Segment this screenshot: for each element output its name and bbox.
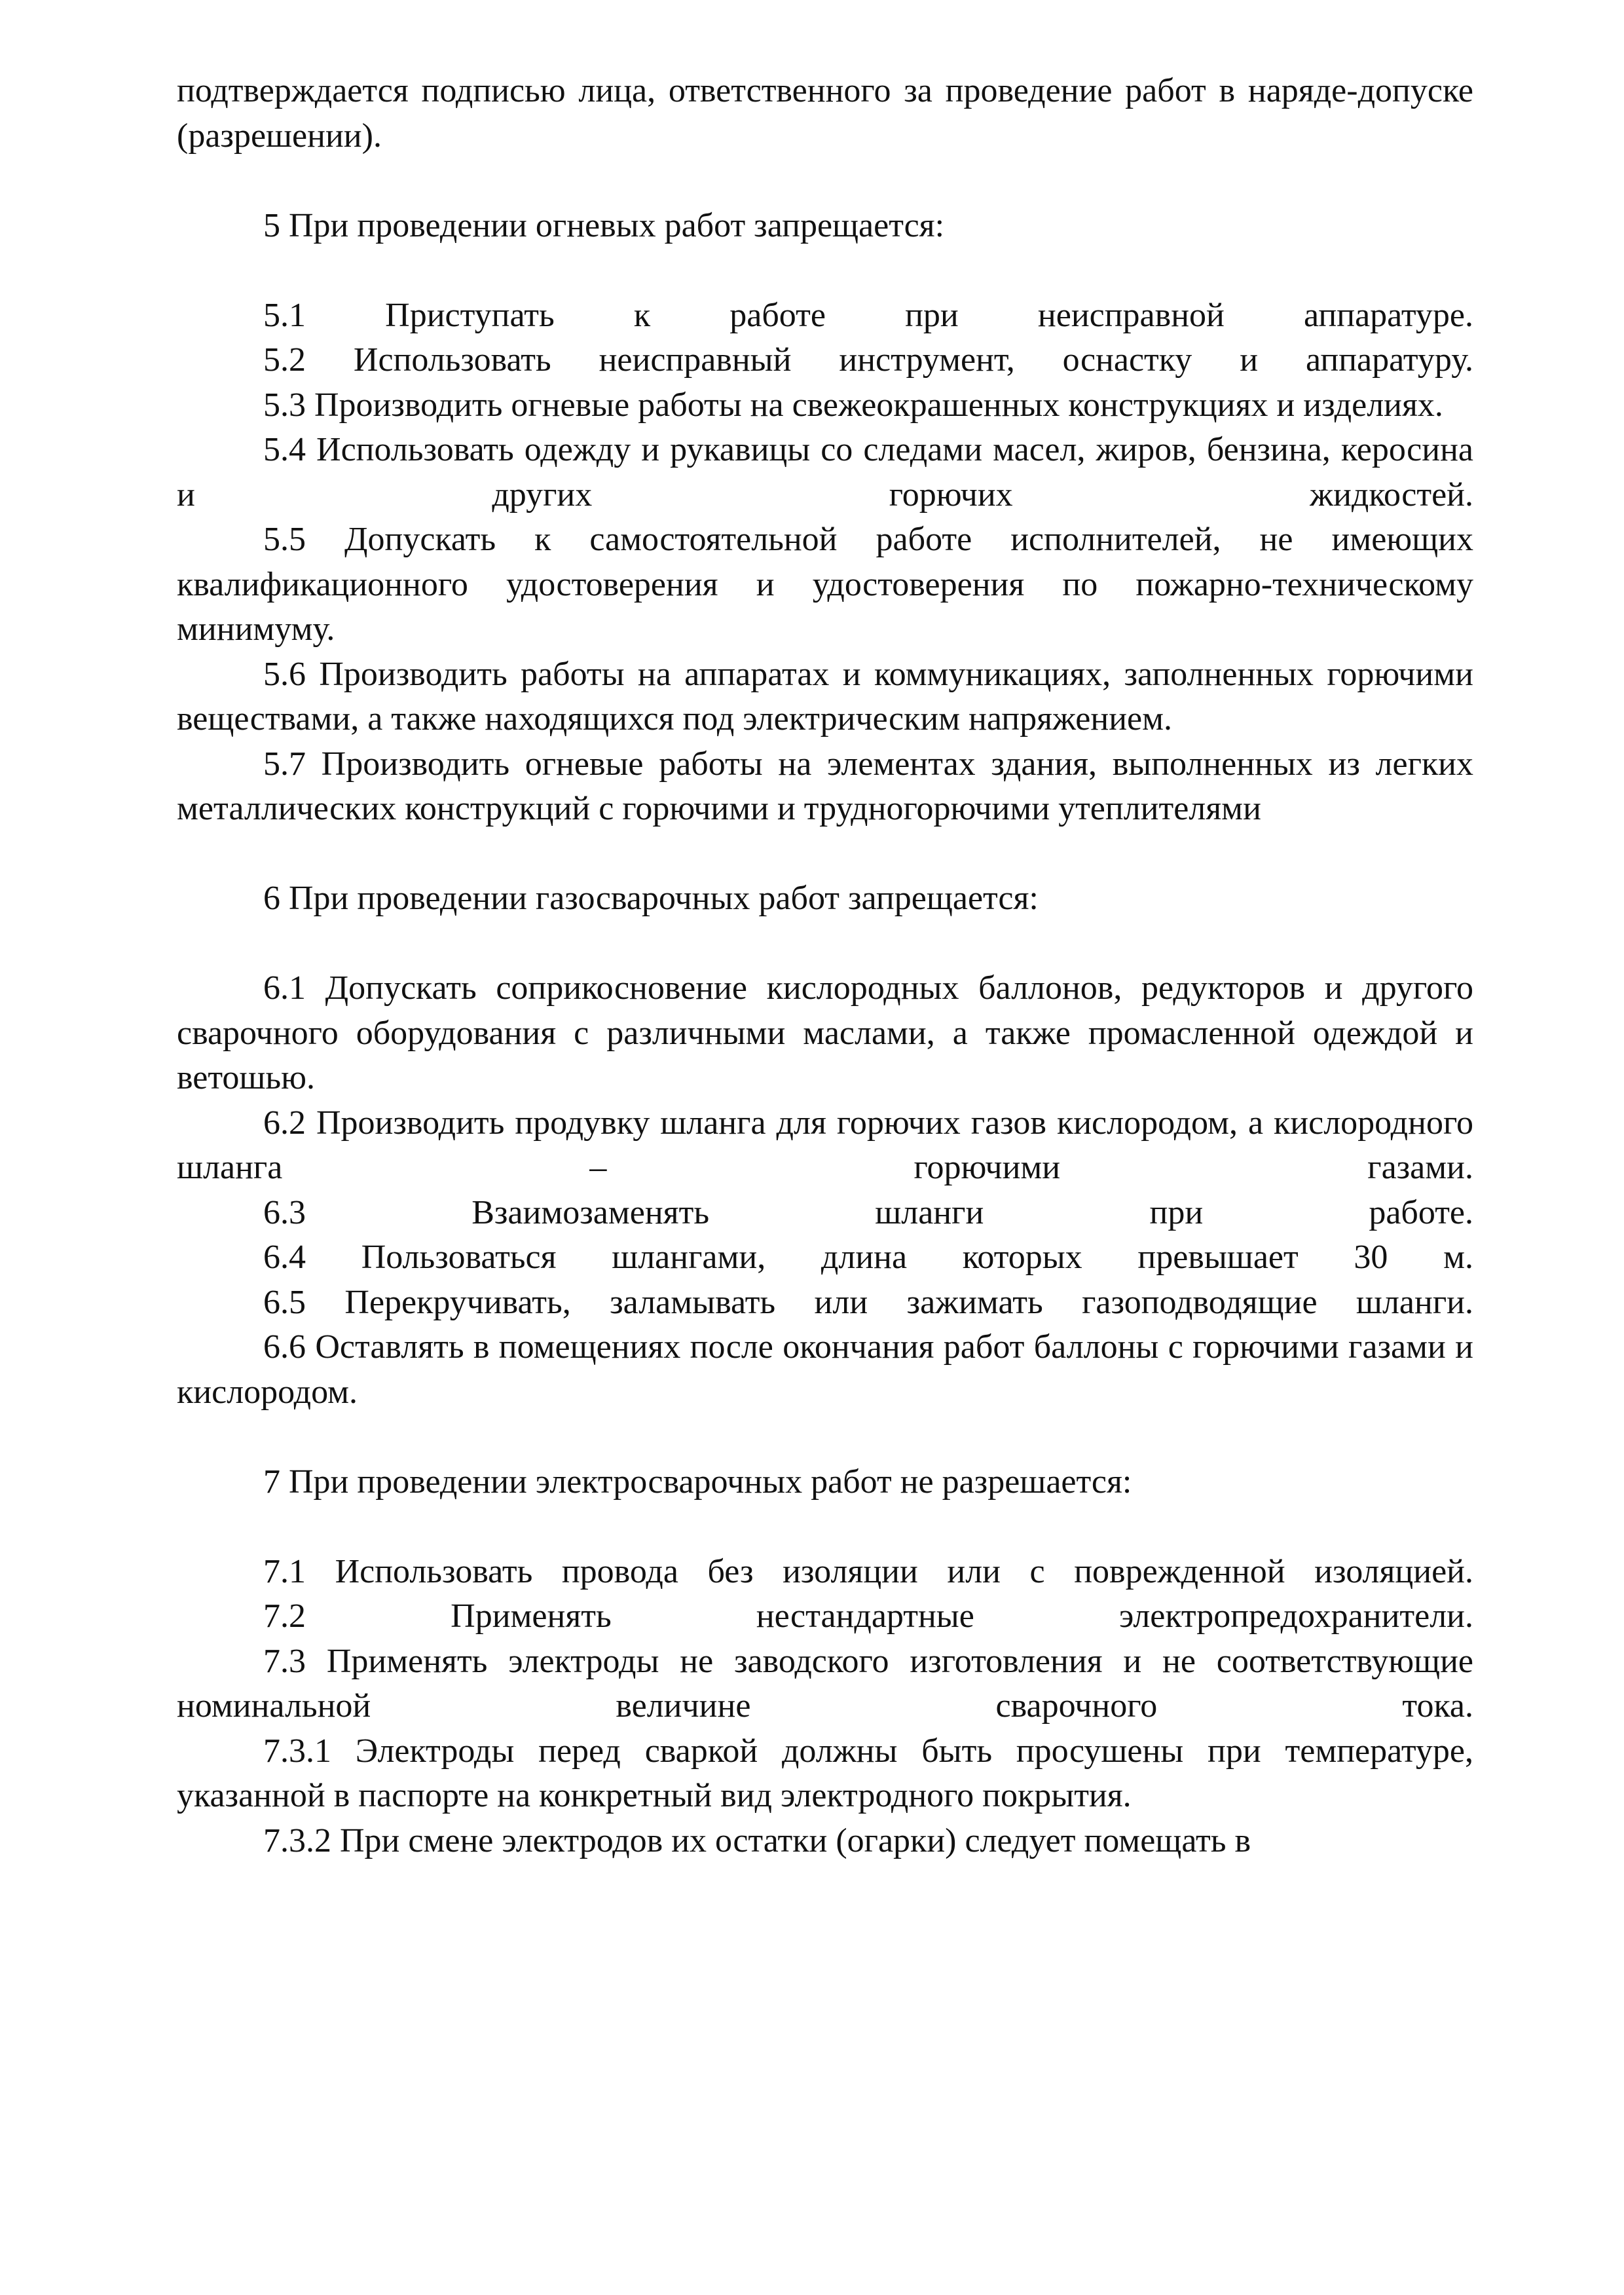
item-6-1: 6.1 Допускать соприкосновение кислородных баллонов, редукторов и другого сварочного оборудования с различными маслами, а также промасленной одеждой и ветошью. xyxy=(177,969,1473,1096)
spacer xyxy=(177,159,1473,204)
item-7-3-1: 7.3.1 Электроды перед сваркой должны быть просушены при температуре, указанной в паспорте на конкретный вид электродного покрытия. xyxy=(177,1732,1473,1814)
item-6-3: 6.3 Взаимозаменять шланги при работе. xyxy=(263,1193,1473,1231)
spacer xyxy=(177,1415,1473,1460)
item-5-4: 5.4 Использовать одежду и рукавицы со следами масел, жиров, бензина, керосина и других горючих жидкостей. xyxy=(177,431,1473,513)
item-6-2: 6.2 Производить продувку шланга для горючих газов кислородом, а кислородного шланга – горючими газами. xyxy=(177,1104,1473,1186)
item-6-6: 6.6 Оставлять в помещениях после окончания работ баллоны с горючими газами и кислородом. xyxy=(177,1328,1473,1411)
item-5-2: 5.2 Использовать неисправный инструмент, оснастку и аппаратуру. xyxy=(263,341,1473,379)
item-5-3: 5.3 Производить огневые работы на свежеокрашенных конструкциях и изделиях. xyxy=(263,386,1443,424)
item-6-4: 6.4 Пользоваться шлангами, длина которых превышает 30 м. xyxy=(263,1239,1473,1276)
section-6-heading: 6 При проведении газосварочных работ запрещается: xyxy=(263,880,1039,917)
item-6-5: 6.5 Перекручивать, заламывать или зажимать газоподводящие шланги. xyxy=(263,1283,1473,1321)
item-5-1: 5.1 Приступать к работе при неисправной аппаратуре. xyxy=(263,296,1473,334)
item-7-1: 7.1 Использовать провода без изоляции или с поврежденной изоляцией. xyxy=(263,1552,1473,1590)
document-text xyxy=(177,69,1473,1863)
item-5-5: 5.5 Допускать к самостоятельной работе исполнителей, не имеющих квалификационного удостоверения и удостоверения по пожарно-техническому минимуму. xyxy=(177,521,1473,648)
section-5-heading: 5 При проведении огневых работ запрещается: xyxy=(263,206,945,244)
spacer xyxy=(177,248,1473,293)
item-5-6: 5.6 Производить работы на аппаратах и коммуникациях, заполненных горючими веществами, а также находящихся под электрическим напряжением. xyxy=(177,655,1473,737)
spacer xyxy=(177,922,1473,967)
intro-paragraph: подтверждается подписью лица, ответственного за проведение работ в наряде-допуске (разрешении). xyxy=(177,72,1473,155)
item-7-3: 7.3 Применять электроды не заводского изготовления и не соответствующие номинальной величине сварочного тока. xyxy=(177,1642,1473,1725)
section-7-heading: 7 При проведении электросварочных работ не разрешается: xyxy=(263,1463,1132,1501)
spacer xyxy=(177,1504,1473,1550)
item-7-3-2: 7.3.2 При смене электродов их остатки (огарки) следует помещать в xyxy=(263,1821,1251,1859)
item-7-2: 7.2 Применять нестандартные электропредохранители. xyxy=(263,1597,1473,1635)
item-5-7: 5.7 Производить огневые работы на элементах здания, выполненных из легких металлических конструкций с горючими и трудногорючими утеплителями xyxy=(177,745,1473,827)
spacer xyxy=(177,832,1473,877)
